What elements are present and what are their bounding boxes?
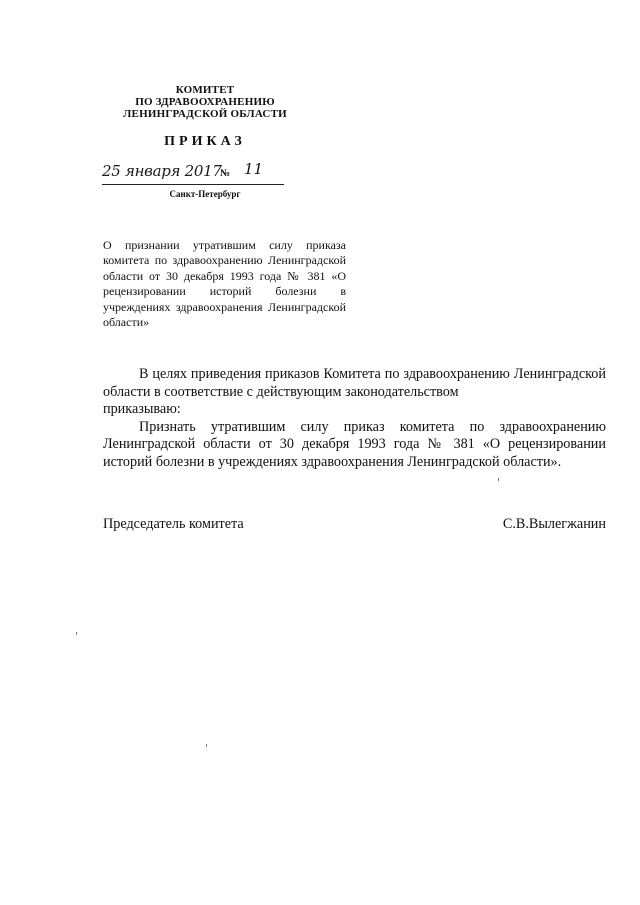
scan-speck (76, 632, 77, 635)
body-paragraph-1-tail: приказываю: (103, 401, 181, 417)
issuer-line-3: ЛЕНИНГРАДСКОЙ ОБЛАСТИ (123, 108, 287, 120)
city-name: Санкт-Петербург (169, 189, 241, 199)
issuer-header (110, 84, 300, 120)
issuer-line-2: ПО ЗДРАВООХРАНЕНИЮ (135, 96, 275, 108)
order-subject: О признании утратившим силу приказа комитета по здравоохранению Ленинградской области от 30 декабря 1993 года № 381 «О рецензировании историй болезни в учреждениях здравоохранения Ленинградской области» (103, 238, 346, 330)
document-title: ПРИКАЗ (164, 134, 246, 149)
body-paragraph-2: Признать утратившим силу приказ комитета по здравоохранению Ленинградской области от 30 декабря 1993 года № 381 «О рецензировании историй болезни в учреждениях здравоохранения Ленинградской области». (103, 418, 606, 470)
order-body (103, 366, 606, 471)
handwritten-date: 25 января 2017 (102, 162, 222, 180)
number-label: № (220, 168, 231, 179)
body-paragraph-1: В целях приведения приказов Комитета по здравоохранению Ленинградской области в соответствие с действующим законодательством (103, 366, 606, 400)
handwritten-number: 11 (244, 160, 264, 178)
issuer-line-1: КОМИТЕТ (175, 84, 235, 96)
scan-speck (498, 478, 499, 481)
date-number-line (102, 162, 284, 185)
signatory-name: С.В.Вылегжанин (502, 516, 606, 532)
signatory-position: Председатель комитета (103, 516, 244, 532)
scan-speck (206, 744, 207, 747)
